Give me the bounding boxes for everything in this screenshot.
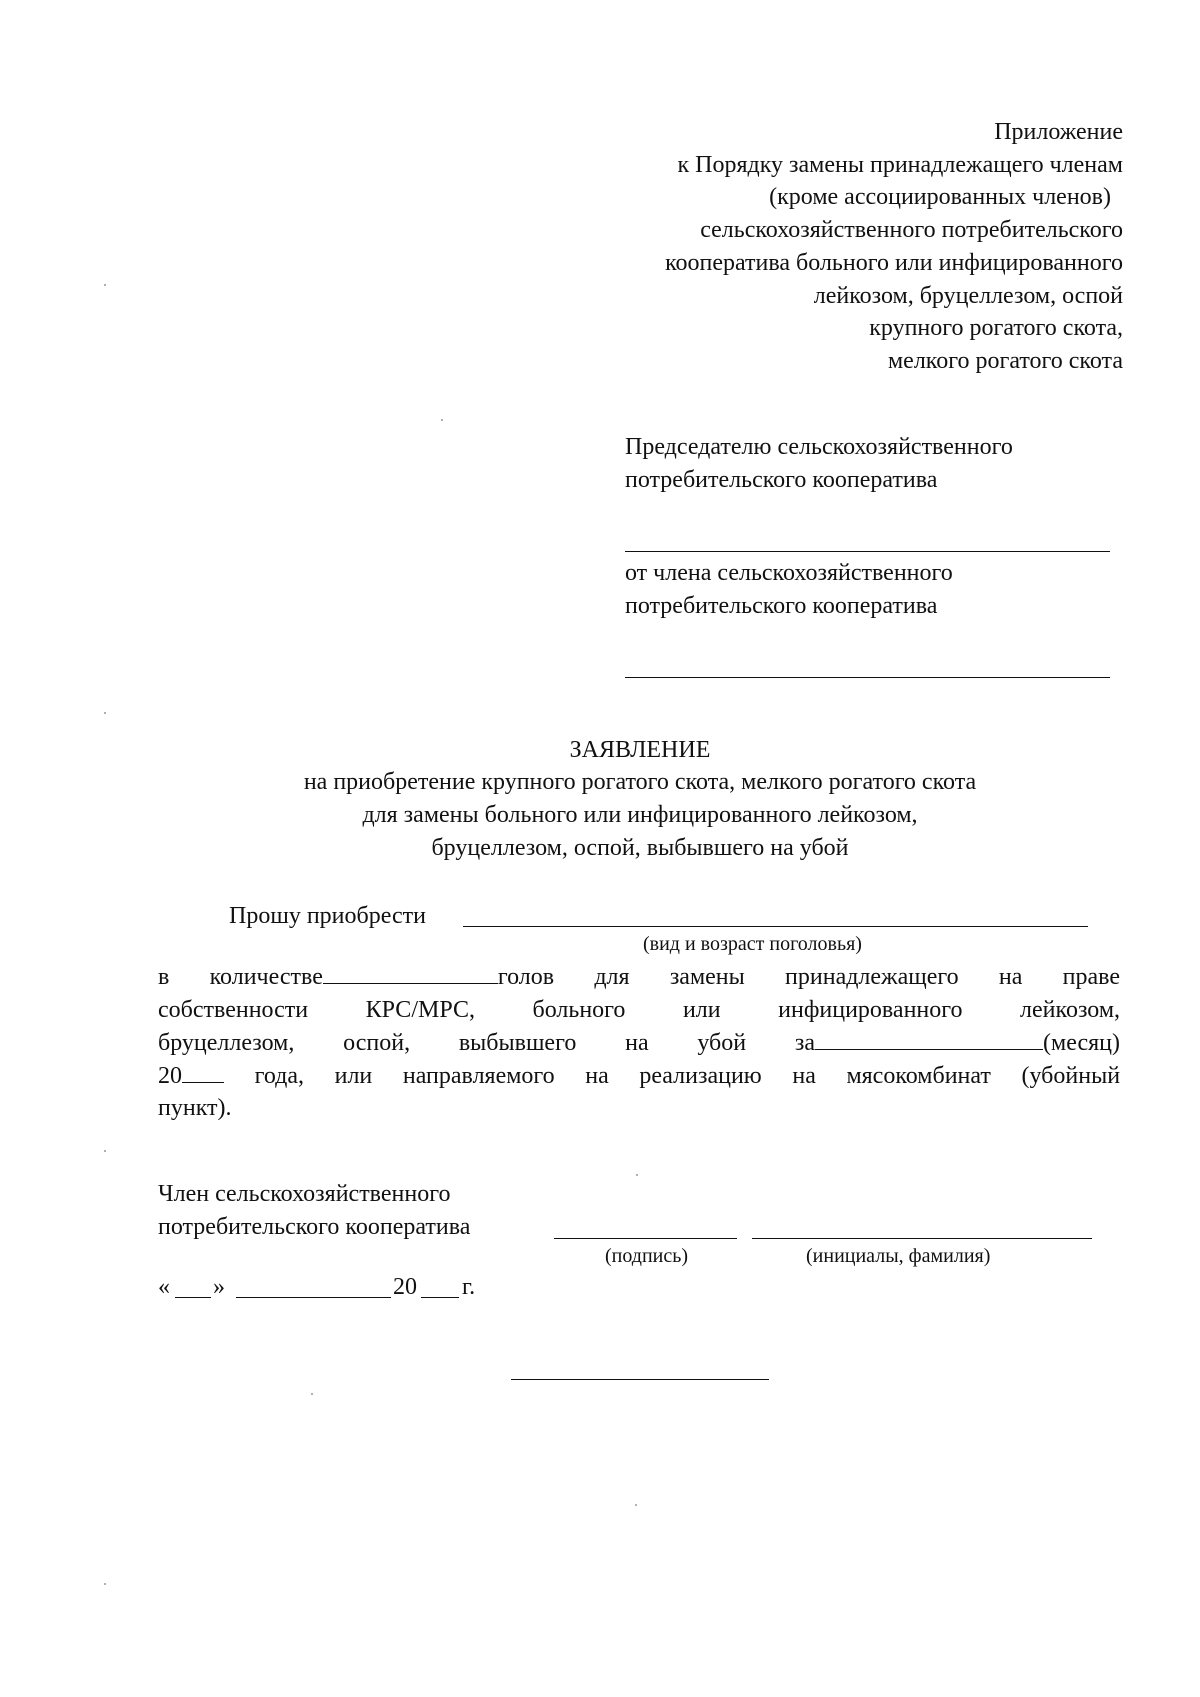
body-line-1: в количестве голов для замены принадлежащего на праве (158, 961, 1120, 994)
scan-speck (104, 712, 106, 714)
date-year-suffix: г. (462, 1274, 476, 1300)
appendix-line: сельскохозяйственного потребительского (700, 217, 1123, 243)
member-name-blank[interactable] (625, 677, 1110, 678)
date-month-blank[interactable] (236, 1297, 391, 1298)
year-blank[interactable] (182, 1060, 224, 1083)
livestock-type-hint: (вид и возраст поголовья) (643, 933, 862, 955)
appendix-line: крупного рогатого скота, (869, 315, 1123, 341)
appendix-line: мелкого рогатого скота (887, 348, 1123, 374)
member-label-line1: Член сельскохозяйственного (158, 1181, 451, 1207)
signature-hint: (подпись) (605, 1245, 689, 1267)
addressee-to-line2: потребительского кооператива (625, 467, 938, 493)
body-line-5: пункт). (158, 1095, 232, 1121)
scan-speck (636, 1174, 638, 1176)
chairman-name-blank[interactable] (625, 551, 1110, 552)
title-heading: ЗАЯВЛЕНИЕ (569, 737, 711, 763)
addressee-from-line1: от члена сельскохозяйственного (625, 560, 953, 586)
addressee-from-line2: потребительского кооператива (625, 593, 938, 619)
quantity-blank[interactable] (323, 961, 498, 984)
body-line-4: 20 года, или направляемого на реализацию на мясокомбинат (убойный (158, 1060, 1120, 1093)
member-label-line2: потребительского кооператива (158, 1214, 471, 1240)
scan-speck (104, 1150, 106, 1152)
addressee-to-line1: Председателю сельскохозяйственного (625, 434, 1013, 460)
title-subtitle-line3: бруцеллезом, оспой, выбывшего на убой (431, 835, 849, 861)
appendix-line: (кроме ассоциированных членов) (769, 184, 1111, 210)
month-blank[interactable] (815, 1027, 1043, 1050)
date-open-quote: « (158, 1274, 170, 1300)
scan-speck (441, 419, 443, 421)
date-year-prefix: 20 (393, 1274, 417, 1300)
scan-speck (635, 1504, 637, 1506)
appendix-title: Приложение (994, 119, 1123, 145)
scan-speck (104, 284, 106, 286)
body-line-2: собственности КРС/МРС, больного или инфицированного лейкозом, (158, 997, 1121, 1023)
title-subtitle-line1: на приобретение крупного рогатого скота, мелкого рогатого скота (303, 769, 977, 795)
scan-speck (311, 1393, 313, 1395)
request-label: Прошу приобрести (229, 903, 426, 929)
closing-separator (511, 1379, 769, 1380)
date-day-blank[interactable] (175, 1297, 211, 1298)
date-year-blank[interactable] (421, 1297, 459, 1298)
scan-speck (104, 1583, 106, 1585)
appendix-line: лейкозом, бруцеллезом, оспой (813, 283, 1123, 309)
date-close-quote: » (213, 1274, 225, 1300)
title-subtitle-line2: для замены больного или инфицированного лейкозом, (362, 802, 918, 828)
livestock-type-blank[interactable] (463, 926, 1088, 927)
appendix-line: к Порядку замены принадлежащего членам (677, 152, 1123, 178)
signature-blank[interactable] (554, 1238, 737, 1239)
body-line-3: бруцеллезом, оспой, выбывшего на убой за (месяц) (158, 1027, 1120, 1060)
initials-surname-blank[interactable] (752, 1238, 1092, 1239)
appendix-line: кооператива больного или инфицированного (665, 250, 1123, 276)
initials-surname-hint: (инициалы, фамилия) (806, 1245, 991, 1267)
